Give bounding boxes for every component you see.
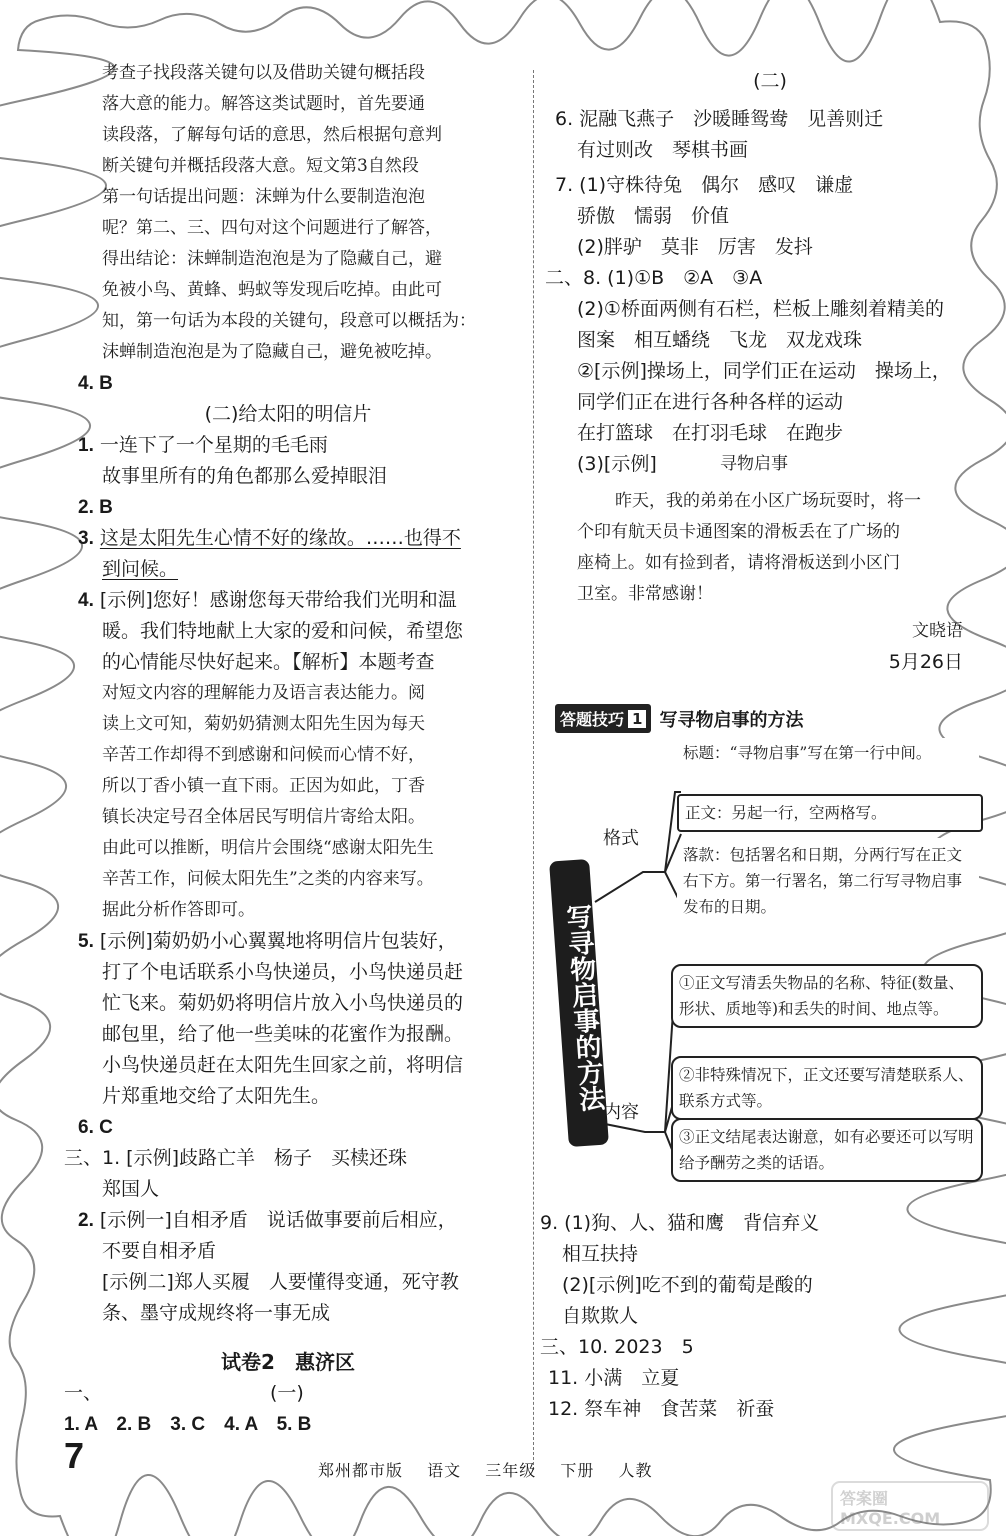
analysis-line: 得出结论：沫蝉制造泡泡是为了隐藏自己，避	[102, 249, 442, 269]
column-divider	[533, 70, 534, 1470]
answer-q7: 7. (1)守株待兔 偶尔 感叹 谦虚	[555, 174, 854, 196]
content-item: ②非特殊情况下，正文还要写清楚联系人、联系方式等。	[671, 1056, 983, 1120]
analysis-line: 由此可以推断，明信片会围绕“感谢太阳先生	[102, 838, 434, 858]
answer-text: 在打篮球 在打羽毛球 在跑步	[577, 422, 844, 444]
mind-map	[555, 732, 985, 1192]
answer-text: 一连下了一个星期的毛毛雨	[99, 434, 328, 456]
footer-info	[318, 1458, 670, 1481]
answer-text: 忙飞来。菊奶奶将明信片放入小鸟快递员的	[102, 992, 464, 1014]
question-number: 4.	[78, 590, 94, 611]
page-number: 7	[64, 1435, 85, 1476]
answer-q6: 6. C	[78, 1117, 113, 1138]
answer-text-row	[555, 449, 985, 480]
watermark-logo	[830, 1480, 990, 1532]
analysis-line: 读上文可知，菊奶奶猜测太阳先生因为每天	[102, 714, 425, 734]
notice-body-line: 座椅上。如有捡到者，请将滑板送到小区门	[577, 553, 900, 573]
answer-text: (2)[示例]吃不到的葡萄是酸的	[562, 1274, 813, 1296]
answer-text: [示例]您好！感谢您每天带给我们光明和温	[99, 589, 457, 611]
section-one-header	[64, 1378, 512, 1409]
analysis-line: 呢？第二、三、四句对这个问题进行了解答，	[102, 218, 442, 238]
question-number: 2.	[78, 1210, 94, 1231]
footer-publisher: 人教	[618, 1461, 653, 1480]
answer-text: 同学们正在进行各种各样的运动	[577, 391, 844, 413]
answer-text: 暖。我们特地献上大家的爱和问候，希望您	[102, 620, 464, 642]
answer-text: [示例一]自相矛盾 说话做事要前后相应，	[99, 1209, 457, 1231]
analysis-line: 辛苦工作却得不到感谢和问候而心情不好，	[102, 745, 425, 765]
answer-q10: 三、10. 2023 5	[540, 1336, 694, 1358]
answer-q12: 12. 祭车神 食苦菜 祈蚕	[548, 1398, 775, 1420]
section-label: 一、	[64, 1382, 103, 1404]
footer-subject: 语文	[427, 1461, 462, 1480]
footer-volume: 下册	[560, 1461, 595, 1480]
question-number: 1.	[78, 435, 94, 456]
watermark-text: 答案圈 MXQE.COM	[840, 1489, 941, 1528]
right-bottom-answers	[540, 1208, 980, 1425]
analysis-line: 断关键句并概括段落大意。短文第3自然段	[102, 156, 419, 176]
answer-text: 打了个电话联系小鸟快递员，小鸟快递员赶	[102, 961, 464, 983]
answer-q8: 二、8. (1)①B ②A ③A	[545, 267, 763, 289]
answer-q11: 11. 小满 立夏	[548, 1367, 680, 1389]
analysis-line: 知，第一句话为本段的关键句，段意可以概括为：	[102, 311, 476, 331]
subsection-title: (二)	[753, 70, 787, 92]
answer-q4b	[64, 585, 512, 616]
answer-q5	[64, 926, 512, 957]
answer-q4: 4. B	[78, 373, 113, 394]
analysis-line: 读段落，了解每句话的意思，然后根据句意判	[102, 125, 442, 145]
answer-q1	[64, 430, 512, 461]
section-title: (二)给太阳的明信片	[204, 403, 372, 425]
answer-q3	[64, 523, 512, 554]
answer-text: 这是太阳先生心情不好的缘故。……也得不	[99, 527, 461, 549]
skill-title: 写寻物启事的方法	[659, 709, 804, 731]
answer-text: 故事里所有的角色都那么爱掉眼泪	[102, 465, 388, 487]
answer-s3-q2	[64, 1205, 512, 1236]
mind-map-root: 写寻物启事的方法	[549, 859, 609, 1147]
analysis-line: 对短文内容的理解能力及语言表达能力。阅	[102, 683, 425, 703]
answer-text: 小鸟快递员赶在太阳先生回家之前，将明信	[102, 1054, 464, 1076]
format-item: 标题：“寻物启事”写在第一行中间。	[677, 738, 979, 768]
analysis-line: 第一句话提出问题：沫蝉为什么要制造泡泡	[102, 187, 425, 207]
answer-text: 有过则改 琴棋书画	[577, 139, 749, 161]
answer-text: 邮包里，给了他一些美味的花蜜作为报酬。	[102, 1023, 464, 1045]
answer-text: 片郑重地交给了太阳先生。	[102, 1085, 331, 1107]
content-item: ③正文结尾表达谢意，如有必要还可以写明给予酬劳之类的话语。	[671, 1118, 983, 1182]
answer-text: 郑国人	[102, 1178, 160, 1200]
skill-badge	[555, 704, 651, 733]
analysis-line: 考查子找段落关键句以及借助关键句概括段	[102, 63, 425, 83]
skill-header	[555, 704, 803, 733]
answer-q2: 2. B	[78, 497, 113, 518]
skill-badge-number: 1	[628, 710, 646, 728]
notice-body-line: 卫室。非常感谢！	[577, 584, 713, 604]
answer-s3-q1: 三、1. [示例]歧路亡羊 杨子 买椟还珠	[64, 1147, 407, 1169]
analysis-line: 沫蝉制造泡泡是为了隐藏自己，避免被吃掉。	[102, 342, 442, 362]
analysis-line: 辛苦工作，问候太阳先生”之类的内容来写。	[102, 869, 434, 889]
question-number: 3.	[78, 528, 94, 549]
right-column	[545, 58, 985, 678]
notice-body-line: 个印有航天员卡通图案的滑板丢在了广场的	[577, 522, 900, 542]
answers-row: 1. A 2. B 3. C 4. A 5. B	[64, 1414, 312, 1435]
analysis-line: 据此分析作答即可。	[102, 900, 255, 920]
answer-text: [示例]菊奶奶小心翼翼地将明信片包装好，	[99, 930, 457, 952]
content-item: ①正文写清丢失物品的名称、特征(数量、形状、质地等)和丢失的时间、地点等。	[671, 964, 983, 1028]
format-item: 落款：包括署名和日期，分两行写在正文右下方。第一行署名，第二行写寻物启事发布的日期。	[677, 838, 979, 924]
footer-edition: 郑州都市版	[318, 1461, 404, 1480]
notice-title: 寻物启事	[720, 454, 788, 474]
left-column	[64, 58, 512, 1440]
answer-text: 到问候。	[102, 558, 179, 580]
answer-text: (3)[示例]	[577, 453, 657, 475]
answer-text: (2)胖驴 莫非 厉害 发抖	[577, 236, 813, 258]
answer-q9: 9. (1)狗、人、猫和鹰 背信弃义	[540, 1212, 820, 1234]
skill-badge-label: 答题技巧	[560, 710, 625, 729]
footer-grade: 三年级	[485, 1461, 537, 1480]
answer-text: 的心情能尽快好起来。【解析】本题考查	[102, 651, 435, 673]
notice-date: 5月26日	[888, 651, 963, 673]
answer-text: 自欺欺人	[562, 1305, 639, 1327]
answer-text: 图案 相互蟠绕 飞龙 双龙戏珠	[577, 329, 863, 351]
branch-format-label: 格式	[603, 828, 639, 849]
question-number: 5.	[78, 931, 94, 952]
analysis-line: 免被小鸟、黄蜂、蚂蚁等发现后吃掉。由此可	[102, 280, 442, 300]
branch-content-label: 内容	[603, 1102, 639, 1123]
analysis-line: 落大意的能力。解答这类试题时，首先要通	[102, 94, 425, 114]
answer-text: 相互扶持	[562, 1243, 639, 1265]
answer-text: 不要自相矛盾	[102, 1240, 217, 1262]
subsection-label: (一)	[270, 1382, 304, 1404]
answer-text: 骄傲 懦弱 价值	[577, 205, 730, 227]
format-item: 正文：另起一行，空两格写。	[677, 794, 983, 832]
answer-text: [示例二]郑人买履 人要懂得变通，死守教	[102, 1271, 459, 1293]
answer-text: 条、墨守成规终将一事无成	[102, 1302, 331, 1324]
answer-q6: 6. 泥融飞燕子 沙暖睡鸳鸯 见善则迁	[555, 108, 884, 130]
answer-text: ②[示例]操场上，同学们正在运动 操场上，	[577, 360, 951, 382]
paper-title: 试卷2 惠济区	[221, 1350, 355, 1374]
answer-text: (2)①桥面两侧有石栏，栏板上雕刻着精美的	[577, 298, 944, 320]
notice-body-line: 昨天，我的弟弟在小区广场玩耍时，将一	[615, 491, 921, 511]
analysis-line: 所以丁香小镇一直下雨。正因为如此，丁香	[102, 776, 425, 796]
notice-signature: 文晓语	[912, 621, 963, 641]
analysis-line: 镇长决定号召全体居民写明信片寄给太阳。	[102, 807, 425, 827]
